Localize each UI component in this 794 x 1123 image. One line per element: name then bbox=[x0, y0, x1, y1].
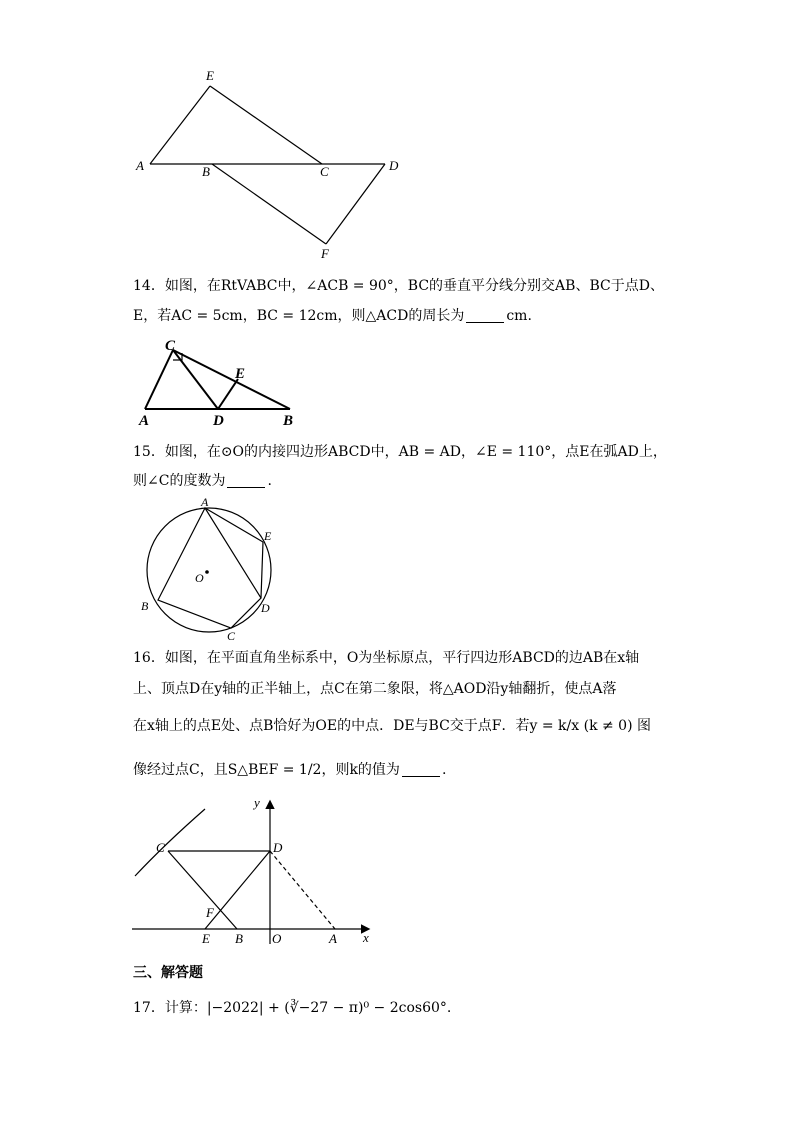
label-C: C bbox=[156, 840, 165, 855]
label-C: C bbox=[165, 338, 176, 354]
label-D: D bbox=[213, 413, 224, 429]
label-O: O bbox=[272, 931, 282, 946]
label-B: B bbox=[141, 599, 149, 613]
q17-text: 17．计算：|−2022| + (∛−27 − π)⁰ − 2cos60°. bbox=[133, 1000, 452, 1016]
label-D: D bbox=[389, 158, 399, 173]
q16-line1: 16．如图，在平面直角坐标系中，O为坐标原点，平行四边形ABCD的边AB在x轴 bbox=[133, 650, 640, 666]
figure-q15 bbox=[135, 495, 285, 646]
q15-line1: 15．如图，在⊙O的内接四边形ABCD中，AB = AD，∠E = 110°，点E在弧AD上， bbox=[133, 444, 667, 460]
label-C: C bbox=[320, 164, 329, 179]
label-D: D bbox=[273, 840, 283, 855]
label-E: E bbox=[235, 366, 246, 382]
q15-line2-end: . bbox=[267, 473, 272, 489]
q14-line2-text: E，若AC = 5cm，BC = 12cm，则△ACD的周长为 bbox=[133, 308, 465, 324]
label-F: F bbox=[206, 905, 214, 920]
label-y: y bbox=[254, 795, 260, 810]
figure-q13 bbox=[130, 66, 420, 266]
label-D: D bbox=[261, 601, 270, 615]
label-A: A bbox=[136, 158, 144, 173]
q16-line2: 上、顶点D在y轴的正半轴上，点C在第二象限，将△AOD沿y轴翻折，使点A落 bbox=[133, 681, 617, 697]
label-A: A bbox=[329, 931, 337, 946]
label-B: B bbox=[202, 164, 210, 179]
label-A: A bbox=[139, 413, 150, 429]
q16-line4-text: 像经过点C，且S△BEF = 1/2，则k的值为 bbox=[133, 762, 400, 778]
label-C: C bbox=[227, 629, 236, 643]
label-B: B bbox=[283, 413, 294, 429]
label-A: A bbox=[201, 495, 209, 509]
q14-line1: 14．如图，在RtVABC中，∠ACB = 90°，BC的垂直平分线分别交AB、BC于点D、 bbox=[133, 278, 664, 294]
q16-line3: 在x轴上的点E处、点B恰好为OE的中点．DE与BC交于点F．若y = k/x (k ≠ 0) 图 bbox=[133, 718, 651, 734]
answer-blank bbox=[466, 308, 504, 323]
q16-line4-end: . bbox=[441, 762, 447, 778]
answer-blank bbox=[227, 473, 265, 488]
figure-q14 bbox=[135, 336, 305, 431]
label-x: x bbox=[363, 930, 369, 945]
section-title: 三、解答题 bbox=[133, 965, 203, 981]
q15-line2 bbox=[133, 471, 272, 491]
label-B: B bbox=[235, 931, 243, 946]
q15-line2-text: 则∠C的度数为 bbox=[133, 473, 226, 489]
q14-line2-unit: cm. bbox=[506, 308, 532, 324]
figure-q16 bbox=[130, 794, 380, 949]
label-E: E bbox=[202, 931, 210, 946]
q16-line4 bbox=[133, 760, 446, 780]
answer-blank bbox=[402, 762, 440, 777]
label-F: F bbox=[321, 246, 329, 261]
label-E: E bbox=[206, 68, 214, 83]
q14-line2 bbox=[133, 306, 532, 326]
label-O: O bbox=[195, 571, 204, 585]
label-E: E bbox=[264, 529, 272, 543]
